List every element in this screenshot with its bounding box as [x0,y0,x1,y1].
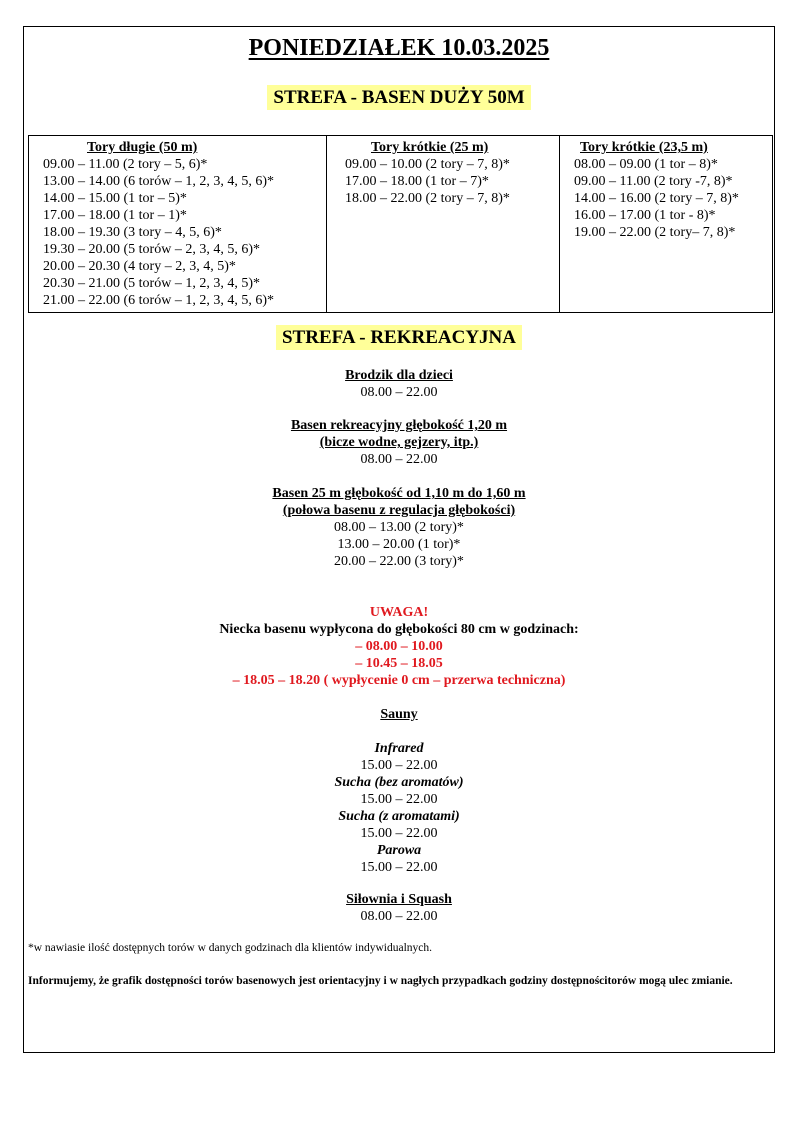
sauna-name: Infrared [374,741,424,756]
list-item: 19.00 – 22.00 (2 tory– 7, 8)* [574,225,736,240]
notice-time: – 08.00 – 10.00 [355,639,443,654]
gym-section [24,891,774,925]
notice-section [24,604,774,689]
lanes-short23-header: Tory krótkie (23,5 m) [580,140,708,155]
list-item: 20.30 – 21.00 (5 torów – 1, 2, 3, 4, 5)* [43,276,260,291]
lanes-table [28,135,773,313]
recreation-pool-title: Basen rekreacyjny głębokość 1,20 m [290,418,508,433]
list-item: 18.00 – 22.00 (2 tory – 7, 8)* [345,191,510,206]
sauna-hours: 15.00 – 22.00 [360,826,438,841]
list-item: 21.00 – 22.00 (6 torów – 1, 2, 3, 4, 5, 6)* [43,293,274,308]
disclaimer: Informujemy, że grafik dostępności torów basenowych jest orientacyjny i w nagłych przypadkach godziny dostępnościtorów mogą ulec zmianie. [28,975,733,987]
lanes-short23-list [574,156,772,241]
notice-text: Niecka basenu wypłycona do głębokości 80 cm w godzinach: [219,622,579,637]
spacer [24,723,774,740]
zone-recreation-heading [24,325,774,351]
gym-title: Siłownia i Squash [346,892,452,907]
notice-time: – 10.45 – 18.05 [355,656,443,671]
recreation-pool-hours: 08.00 – 22.00 [360,452,438,467]
lanes-long-list [43,156,326,309]
list-item: 14.00 – 16.00 (2 tory – 7, 8)* [574,191,739,206]
lanes-short25-column [327,136,560,313]
list-item: 20.00 – 20.30 (4 tory – 2, 3, 4, 5)* [43,259,236,274]
list-item: 09.00 – 11.00 (2 tory – 5, 6)* [43,157,208,172]
schedule-frame [23,26,775,1053]
zone-recreation-label: STREFA - REKREACYJNA [276,325,522,350]
list-item: 18.00 – 19.30 (3 tory – 4, 5, 6)* [43,225,222,240]
sauna-name: Sucha (z aromatami) [338,809,460,824]
sauna-hours: 15.00 – 22.00 [360,860,438,875]
pool25-hours-item: 08.00 – 13.00 (2 tory)* [334,520,464,535]
sauna-name: Sucha (bez aromatów) [334,775,464,790]
sauna-name: Parowa [376,843,422,858]
paddling-pool-section [24,367,774,401]
pool25-hours-item: 13.00 – 20.00 (1 tor)* [337,537,461,552]
zone-large-pool-heading [24,85,774,111]
list-item: 16.00 – 17.00 (1 tor - 8)* [574,208,716,223]
notice-time: – 18.05 – 18.20 ( wypłycenie 0 cm – przerwa techniczna) [232,673,566,688]
list-item: 13.00 – 14.00 (6 torów – 1, 2, 3, 4, 5, 6)* [43,174,274,189]
gym-hours: 08.00 – 22.00 [360,909,438,924]
lanes-short23-column [560,136,773,313]
recreation-pool-section [24,417,774,468]
saunas-section [24,706,774,876]
lanes-long-column [29,136,327,313]
paddling-pool-hours: 08.00 – 22.00 [360,385,438,400]
list-item: 08.00 – 09.00 (1 tor – 8)* [574,157,718,172]
sauna-hours: 15.00 – 22.00 [360,792,438,807]
page-title-text: PONIEDZIAŁEK 10.03.2025 [248,35,550,61]
list-item: 09.00 – 11.00 (2 tory -7, 8)* [574,174,733,189]
paddling-pool-title: Brodzik dla dzieci [345,368,453,383]
list-item: 17.00 – 18.00 (1 tor – 1)* [43,208,187,223]
sauna-hours: 15.00 – 22.00 [360,758,438,773]
footnote: *w nawiasie ilość dostępnych torów w danych godzinach dla klientów indywidualnych. [28,942,433,954]
recreation-pool-subtitle: (bicze wodne, gejzery, itp.) [319,435,479,450]
list-item: 09.00 – 10.00 (2 tory – 7, 8)* [345,157,510,172]
notice-heading: UWAGA! [369,605,429,620]
list-item: 14.00 – 15.00 (1 tor – 5)* [43,191,187,206]
pool25-title: Basen 25 m głębokość od 1,10 m do 1,60 m [272,486,526,501]
lanes-short25-header: Tory krótkie (25 m) [371,140,489,155]
pool25-section [24,485,774,570]
pool25-subtitle: (połowa basenu z regulacja głębokości) [282,503,516,518]
list-item: 17.00 – 18.00 (1 tor – 7)* [345,174,489,189]
lanes-short25-list [345,156,559,207]
zone-large-pool-label: STREFA - BASEN DUŻY 50M [267,85,530,110]
list-item: 19.30 – 20.00 (5 torów – 2, 3, 4, 5, 6)* [43,242,260,257]
lanes-long-header: Tory długie (50 m) [87,140,198,155]
page-title [24,33,774,63]
pool25-hours-item: 20.00 – 22.00 (3 tory)* [334,554,464,569]
saunas-title: Sauny [380,707,418,722]
